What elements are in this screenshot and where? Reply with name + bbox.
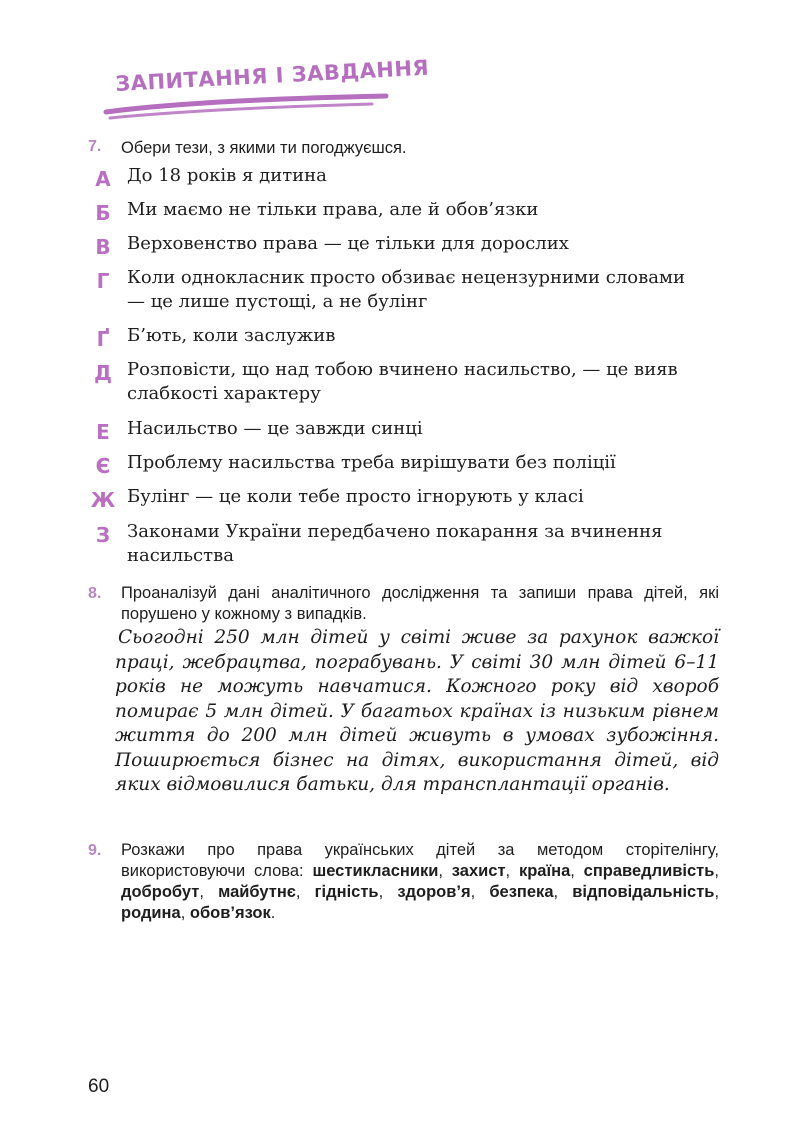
- keyword: родина: [121, 904, 181, 922]
- option-d-text: Розповісти, що над тобою вчинено насильство, — це вияв слабкості характеру: [127, 359, 678, 404]
- option-letter-zh: Ж: [90, 488, 116, 512]
- keyword: гідність: [314, 883, 379, 901]
- option-a-text: До 18 років я дитина: [127, 165, 327, 186]
- option-letter-ye: Є: [95, 454, 111, 478]
- option-letter-g: Ґ: [96, 327, 110, 351]
- task-number-8: 8.: [88, 585, 102, 602]
- option-b-text: Ми маємо не тільки права, але й обов’язки: [127, 199, 539, 220]
- task-9-prompt: Розкажи про права українських дітей за методом сторітелінгу, використовуючи слова:: [121, 841, 719, 880]
- option-z-text: Законами України передбачено покарання за вчинення насильства: [127, 521, 663, 566]
- research-quote: Сьогодні 250 млн дітей у світі живе за рахунок важкої праці, жебрацтва, пограбувань. У світі 30 млн дітей 6–11 років не можуть навчатися. Кожного року від хвороб помирає 5 млн дітей. У багатьох країнах із низьким рівнем життя до 200 млн дітей живуть в умовах зубожіння. Поширюється бізнес на дітях, використання дітей, від яких відмовилися батьки, для трансплантації органів.: [115, 627, 719, 795]
- keyword: здоров’я: [397, 883, 471, 901]
- keyword: захист: [451, 862, 506, 880]
- header-brush-underline: [100, 92, 400, 122]
- keyword: безпека: [489, 883, 554, 901]
- task-number-7: 7.: [88, 138, 102, 155]
- option-v-text: Верховенство права — це тільки для дорослих: [127, 233, 569, 254]
- section-header: [100, 55, 430, 122]
- task-9-body: Розкажи про права українських дітей за методом сторітелінгу, використовуючи слова: шестикласники, захист, країна, справедливість, добробут, майбутнє, гідність, здоров’я, безпека, відповідальність, родина, обов’язок.: [121, 841, 720, 922]
- option-letter-a: А: [95, 167, 111, 191]
- section-title: ЗАПИТАННЯ І ЗАВДАННЯ: [114, 55, 430, 96]
- option-letter-e: Е: [96, 420, 110, 444]
- option-letter-v: В: [95, 235, 111, 259]
- task-number-9: 9.: [88, 842, 102, 859]
- keyword: країна: [518, 862, 571, 880]
- option-ye-text: Проблему насильства треба вирішувати без поліції: [127, 452, 616, 473]
- keyword: обов’язок: [189, 904, 271, 922]
- option-letter-d: Д: [94, 361, 112, 385]
- task-7-prompt: Обери тези, з якими ти погоджуєшся.: [121, 139, 407, 157]
- option-letter-z: З: [95, 523, 111, 547]
- option-letter-b: Б: [95, 201, 111, 225]
- task-8-prompt: Проаналізуй дані аналітичного дослідження та запиши права дітей, які порушено у кожному з випадків.: [121, 584, 719, 623]
- keyword: добробут: [121, 883, 200, 901]
- keyword: відповідальність: [572, 883, 715, 901]
- option-g-text: Б’ють, коли заслужив: [127, 325, 336, 346]
- option-zh-text: Булінг — це коли тебе просто ігнорують у класі: [127, 486, 584, 507]
- option-letter-h: Г: [96, 269, 110, 293]
- option-e-text: Насильство — це завжди синці: [127, 418, 423, 439]
- page-number: 60: [88, 1076, 110, 1097]
- sentence-end: .: [270, 904, 276, 922]
- keyword: справедливість: [583, 862, 715, 880]
- option-h-text: Коли однокласник просто обзиває нецензурними словами — це лише пустощі, а не булінг: [127, 267, 685, 312]
- keyword: майбутнє: [218, 883, 296, 901]
- keyword: шестикласники: [312, 862, 439, 880]
